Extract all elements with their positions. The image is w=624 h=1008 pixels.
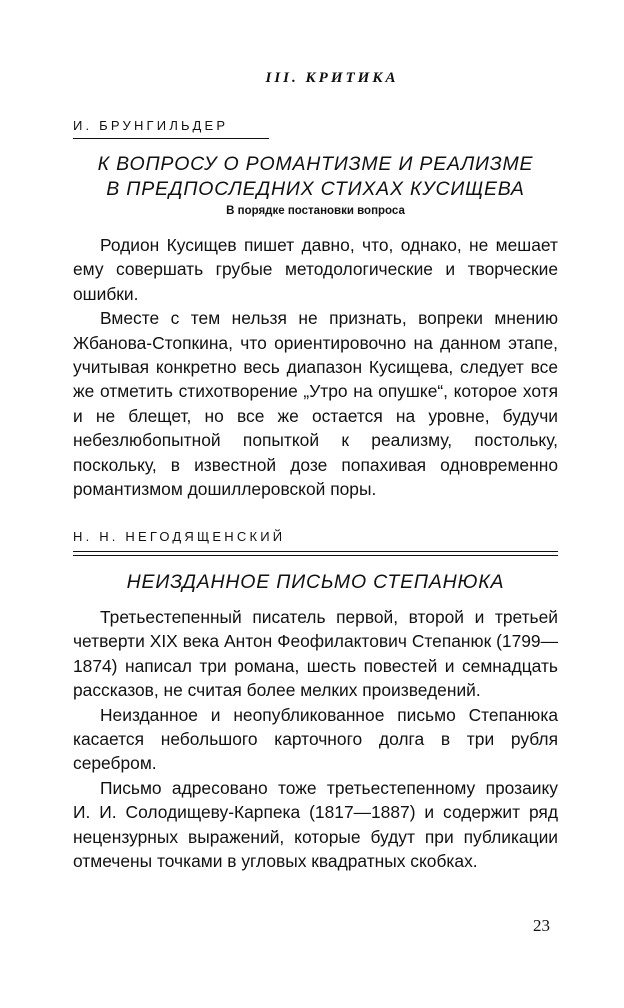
article1-author: И. БРУНГИЛЬДЕР bbox=[73, 118, 229, 133]
article1-body bbox=[73, 233, 558, 501]
page-number: 23 bbox=[533, 916, 550, 935]
article1-paragraph-2: Вместе с тем нельзя не признать, вопреки мнению Жбанова-Стопкина, что ориентировочно на данном этапе, учитывая конкретно весь диапазон Кусищева, следует все же отметить стихотворение „Утро на опушке“, которое хотя и не блещет, но все же остается на уровне, будучи небезлюбопытной попыткой к реализму, постольку, поскольку, в известной дозе попахивая одновременно романтизмом дошиллеровской поры. bbox=[73, 308, 558, 500]
section-header: III. КРИТИКА bbox=[265, 70, 399, 86]
article2-paragraph-1: Третьестепенный писатель первой, второй и третьей четверти XIX века Антон Феофилактович Степанюк (1799—1874) написал три романа, шесть повестей и семнадцать рассказов, не считая более мелких произведений. bbox=[73, 607, 558, 701]
article2-title: НЕИЗДАННОЕ ПИСЬМО СТЕПАНЮКА bbox=[126, 571, 505, 593]
article2-author-rule bbox=[73, 551, 558, 556]
article1-paragraph-1: Родион Кусищев пишет давно, что, однако, не мешает ему совершать грубые методологические и творческие ошибки. bbox=[73, 235, 558, 304]
article1-title-line1: К ВОПРОСУ О РОМАНТИЗМЕ И РЕАЛИЗМЕ bbox=[97, 153, 534, 175]
article2-body bbox=[73, 605, 558, 873]
article1-title bbox=[73, 152, 558, 202]
article1-subtitle: В порядке постановки вопроса bbox=[226, 205, 405, 217]
article2-paragraph-2: Неизданное и неопубликованное письмо Степанюка касается небольшого карточного долга в три рубля серебром. bbox=[73, 704, 558, 774]
article2-paragraph-3: Письмо адресовано тоже третьестепенному прозаику И. И. Солодищеву-Карпека (1817—1887) и содержит ряд нецензурных выражений, которые будут при публикации отмечены точками в угловых квадратных скобках. bbox=[73, 777, 558, 872]
article1-author-rule bbox=[73, 138, 269, 139]
article1-title-line2: В ПРЕДПОСЛЕДНИХ СТИХАХ КУСИЩЕВА bbox=[106, 178, 525, 200]
article2-author: Н. Н. НЕГОДЯЩЕНСКИЙ bbox=[73, 529, 286, 544]
